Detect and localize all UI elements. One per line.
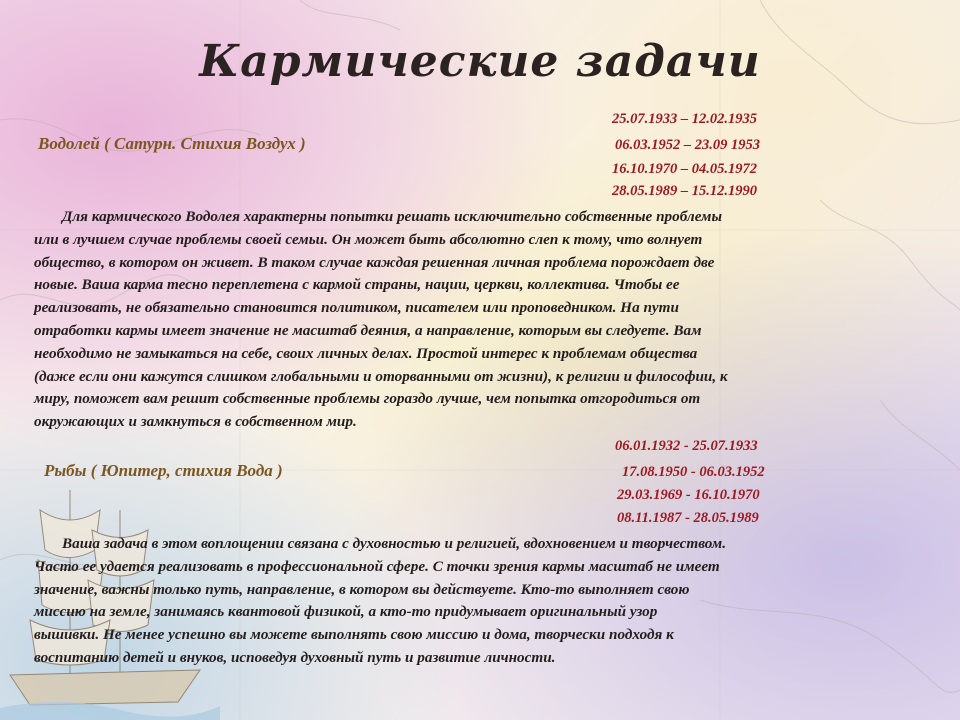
- text-line: миру, поможет вам решит собственные проблемы гораздо лучше, чем попытка отгородиться от: [34, 390, 701, 408]
- date-range: 29.03.1969 - 16.10.1970: [617, 487, 760, 503]
- aquarius-description: [34, 206, 830, 434]
- text-line: миссию на земле, занимаясь квантовой физикой, а кто-то придумывает оригинальный узор: [34, 603, 658, 621]
- text-line: Ваша задача в этом воплощении связана с духовностью и религией, вдохновением и творчеством.: [62, 535, 727, 552]
- date-range: 28.05.1989 – 15.12.1990: [612, 183, 757, 199]
- date-range: 17.08.1950 - 06.03.1952: [622, 464, 765, 480]
- text-line: (даже если они кажутся слишком глобальными и оторванными от жизни), к религии и философии, к: [34, 367, 728, 385]
- date-range: 08.11.1987 - 28.05.1989: [617, 510, 759, 526]
- sign-heading-pisces: Рыбы ( Юпитер, стихия Вода ): [44, 461, 283, 480]
- date-range: 06.01.1932 - 25.07.1933: [615, 438, 758, 454]
- text-line: отработки кармы имеет значение не масштаб деяния, а направление, которым вы следуете. Вам: [34, 321, 702, 339]
- text-line: окружающих и замкнуться в собственном мир.: [34, 413, 357, 431]
- date-range: 16.10.1970 – 04.05.1972: [612, 161, 757, 177]
- date-range: 06.03.1952 – 23.09 1953: [615, 137, 760, 153]
- text-line: новые. Ваша карма тесно переплетена с кармой страны, нации, церкви, коллектива. Чтобы ее: [34, 276, 680, 294]
- text-line: общество, в котором он живет. В таком случае каждая решенная личная проблема порождает две: [34, 253, 715, 271]
- text-line: или в лучшем случае проблемы своей семьи. Он может быть абсолютно слеп к тому, что волнует: [34, 230, 703, 248]
- text-line: Часто ее удается реализовать в профессиональной сфере. С точки зрения кармы масштаб не имеет: [34, 557, 720, 575]
- page-title: Кармические задачи: [199, 36, 761, 87]
- pisces-description: [34, 533, 830, 670]
- date-range: 25.07.1933 – 12.02.1935: [612, 111, 757, 127]
- text-line: реализовать, не обязательно становится политиком, писателем или проповедником. На пути: [34, 299, 679, 317]
- text-line: значение, важны только путь, направление, в котором вы действуете. Кто-то выполняет свою: [34, 580, 690, 598]
- text-line: Для кармического Водолея характерны попытки решать исключительно собственные проблемы: [62, 208, 722, 225]
- text-line: воспитанию детей и внуков, исповедуя духовный путь и развитие личности.: [34, 648, 556, 666]
- sign-heading-aquarius: Водолей ( Сатурн. Стихия Воздух ): [38, 134, 306, 153]
- text-line: необходимо не замыкаться на себе, своих личных делах. Простой интерес к проблемам общества: [34, 344, 698, 362]
- text-line: вышивки. Не менее успешно вы можете выполнять свою миссию и дома, творчески подходя к: [34, 626, 674, 644]
